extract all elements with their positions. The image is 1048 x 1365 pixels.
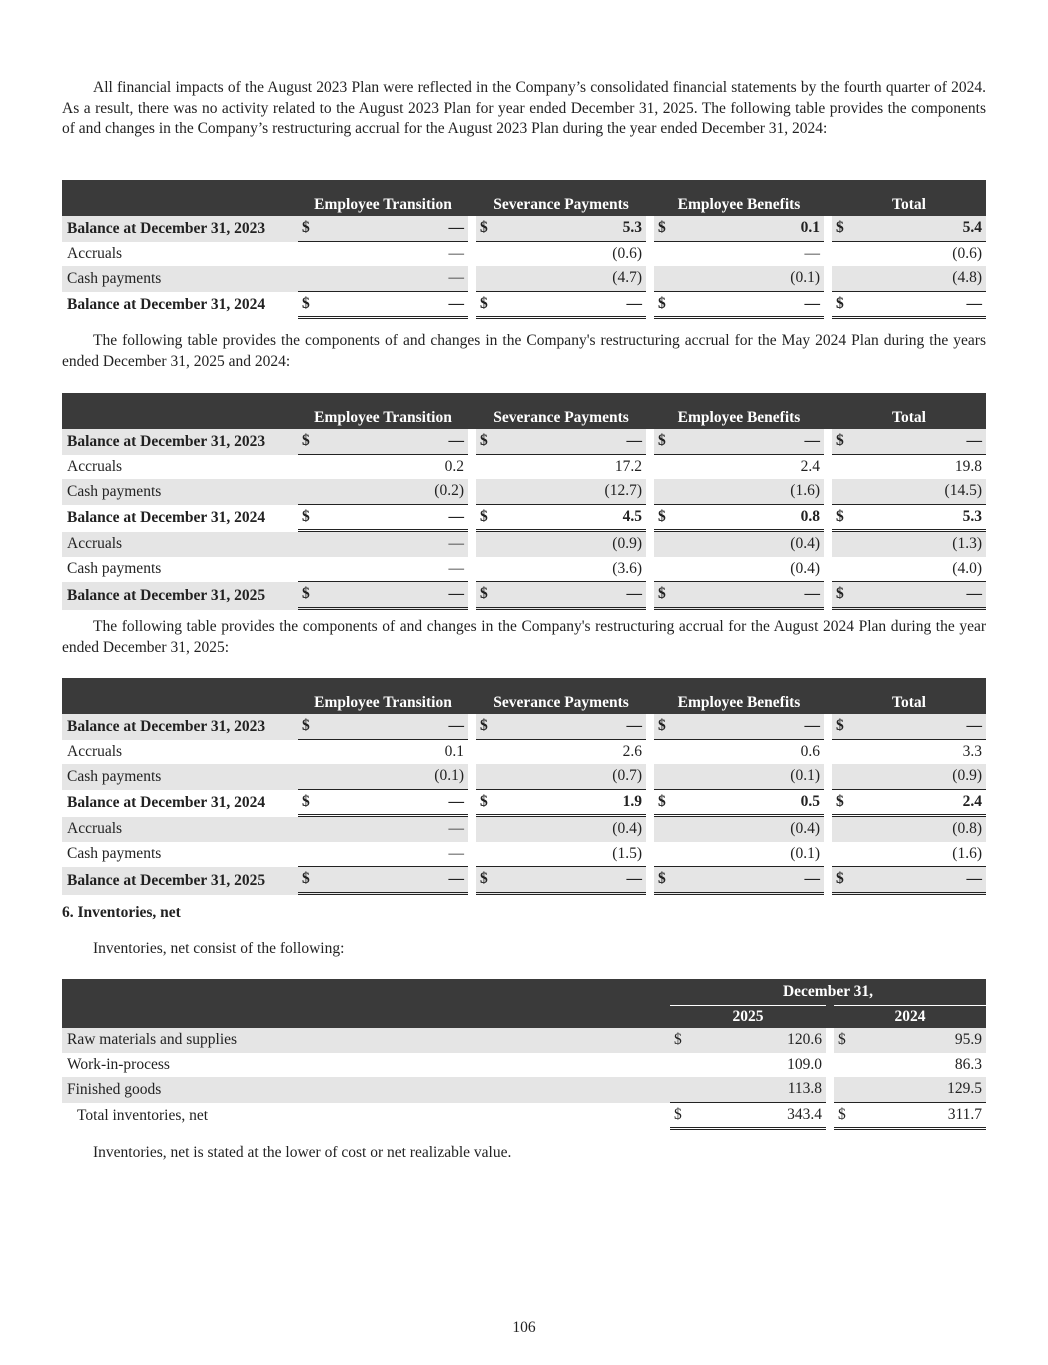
table-row: Raw materials and supplies $ 120.6 $ 95.9 (62, 1028, 986, 1053)
column-header: Employee Transition (298, 692, 468, 714)
table-row: Balance at December 31, 2024 $ — $ 1.9 $ 0.5 $ 2.4 (62, 790, 986, 818)
table-row: Accruals — (0.4) (0.4) (0.8) (62, 817, 986, 842)
column-group-header: December 31, (670, 979, 986, 1005)
table-row: Balance at December 31, 2024 $ — $ — $ — $ — (62, 292, 986, 320)
column-header: Employee Benefits (654, 407, 824, 429)
column-header: Severance Payments (476, 407, 646, 429)
table-row: Balance at December 31, 2025 $ — $ — $ — $ — (62, 867, 986, 895)
table-row: Accruals 0.1 2.6 0.6 3.3 (67, 742, 982, 760)
inventories-table (62, 979, 986, 1130)
closing-paragraph: Inventories, net is stated at the lower of cost or net realizable value. (93, 1144, 512, 1161)
table-row: Balance at December 31, 2023 $ — $ — $ — $ — (62, 429, 986, 455)
table-row: Balance at December 31, 2025 $ — $ — $ — $ — (62, 582, 986, 610)
table-row: Total inventories, net $ 343.4 $ 311.7 (62, 1103, 986, 1131)
table-row: Finished goods 113.8 129.5 (62, 1077, 986, 1103)
table-row: Cash payments — (4.7) (0.1) (4.8) (62, 266, 986, 292)
table-row: Cash payments — (3.6) (0.4) (4.0) (62, 557, 986, 583)
table-row: Cash payments (0.2) (12.7) (1.6) (14.5) (62, 479, 986, 505)
table-row: Cash payments — (1.5) (0.1) (1.6) (62, 842, 986, 868)
column-header: Total (832, 692, 986, 714)
table-row: Accruals 0.2 17.2 2.4 19.8 (67, 457, 982, 475)
table-row: Balance at December 31, 2023 $ — $ — $ — $ — (62, 714, 986, 740)
paragraph-august-2024-plan: The following table provides the components of and changes in the Company's restructuring accrual for the August 2024 Plan during the year ended December 31, 2025: (62, 618, 986, 656)
column-header: Total (832, 407, 986, 429)
table-row: Work-in-process 109.0 86.3 (67, 1055, 983, 1073)
restructuring-table-august-2023 (62, 180, 986, 319)
column-header: Employee Transition (298, 407, 468, 429)
column-header: Total (832, 194, 986, 216)
column-header: Employee Benefits (654, 692, 824, 714)
table-row: Cash payments (0.1) (0.7) (0.1) (0.9) (62, 764, 986, 790)
table-row: Balance at December 31, 2023 $ — $ 5.3 $ 0.1 $ 5.4 (62, 216, 986, 242)
restructuring-table-may-2024 (62, 393, 986, 610)
table-row: Balance at December 31, 2024 $ — $ 4.5 $ 0.8 $ 5.3 (62, 505, 986, 533)
inventories-intro: Inventories, net consist of the following: (93, 940, 345, 957)
column-header: Employee Benefits (654, 194, 824, 216)
section-heading: 6. Inventories, net (62, 904, 181, 921)
intro-paragraph: All financial impacts of the August 2023 Plan were reflected in the Company’s consolidated financial statements by the fourth quarter of 2024. As a result, there was no activity related to the August 2023 Plan for year ended December 31, 2025. The following table provides the components of and changes in the Company’s restructuring accrual for the August 2023 Plan during the year ended December 31, 2024: (62, 79, 986, 138)
column-header: Severance Payments (476, 692, 646, 714)
column-header: Employee Transition (298, 194, 468, 216)
table-row: Accruals — (0.9) (0.4) (1.3) (62, 532, 986, 557)
paragraph-may-2024-plan: The following table provides the components of and changes in the Company's restructuring accrual for the May 2024 Plan during the years ended December 31, 2025 and 2024: (62, 332, 986, 370)
column-header: Severance Payments (476, 194, 646, 216)
table-row: Accruals — (0.6) — (0.6) (67, 244, 982, 262)
restructuring-table-august-2024 (62, 678, 986, 895)
page-number: 106 (512, 1319, 536, 1336)
column-header: 2024 (834, 1005, 986, 1028)
column-header: 2025 (670, 1005, 826, 1028)
